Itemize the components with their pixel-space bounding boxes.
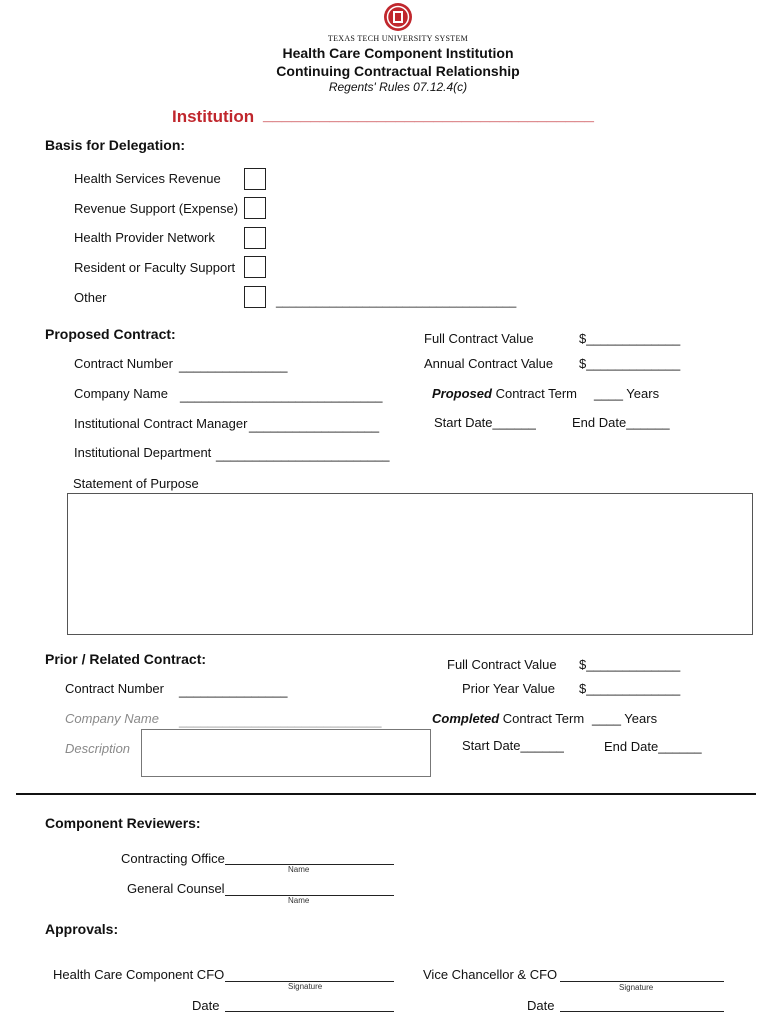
proposed-company-name-label: Company Name: [74, 386, 168, 401]
prior-term-emphasis: Completed: [432, 711, 500, 726]
checkbox-health-provider-network[interactable]: [244, 227, 266, 249]
form-title-line2: Continuing Contractual Relationship: [276, 63, 520, 79]
proposed-manager-field[interactable]: __________________: [249, 418, 380, 433]
basis-heading: Basis for Delegation:: [45, 137, 186, 153]
vc-cfo-label: Vice Chancellor & CFO: [423, 967, 558, 982]
hcc-cfo-date-line[interactable]: [225, 1011, 394, 1012]
vc-cfo-date-line[interactable]: [560, 1011, 724, 1012]
general-counsel-name-caption: Name: [288, 896, 310, 905]
prior-contract-number-field[interactable]: _______________: [179, 683, 288, 698]
proposed-term-text: Contract Term: [491, 386, 577, 401]
proposed-annual-value-label: Annual Contract Value: [424, 356, 554, 371]
form-subtitle: Regents' Rules 07.12.4(c): [328, 80, 468, 94]
checkbox-health-services-revenue[interactable]: [244, 168, 266, 190]
prior-years-field[interactable]: ____ Years: [592, 711, 658, 726]
contracting-office-name-line[interactable]: [225, 864, 394, 865]
other-specify-field[interactable]: ____________________________________: [276, 294, 517, 308]
proposed-heading: Proposed Contract:: [45, 326, 176, 342]
general-counsel-name-line[interactable]: [225, 895, 394, 896]
proposed-department-field[interactable]: ________________________: [216, 447, 390, 462]
contracting-office-label: Contracting Office: [121, 851, 225, 866]
proposed-contract-number-label: Contract Number: [74, 356, 173, 371]
section-divider: [16, 793, 756, 795]
seal-text: TEXAS TECH UNIVERSITY SYSTEM: [327, 34, 469, 43]
prior-term-text: Contract Term: [499, 711, 585, 726]
university-seal-icon: [383, 2, 413, 32]
hcc-cfo-signature-caption: Signature: [288, 982, 323, 991]
checkbox-resident-faculty-support[interactable]: [244, 256, 266, 278]
statement-of-purpose-label: Statement of Purpose: [73, 476, 199, 491]
prior-year-value-field[interactable]: $_____________: [579, 681, 681, 696]
prior-start-date-field[interactable]: Start Date______: [462, 738, 564, 753]
basis-item-label: Health Provider Network: [74, 230, 215, 245]
contracting-office-name-caption: Name: [288, 865, 310, 874]
institution-field[interactable]: ___________________________________: [263, 105, 594, 124]
hcc-cfo-label: Health Care Component CFO: [53, 967, 225, 982]
vc-cfo-date-label: Date: [527, 998, 555, 1013]
vc-cfo-signature-line[interactable]: [560, 981, 724, 982]
proposed-manager-label: Institutional Contract Manager: [74, 416, 248, 431]
basis-item-label: Resident or Faculty Support: [74, 260, 236, 275]
proposed-term-label: [432, 386, 577, 401]
proposed-years-field[interactable]: ____ Years: [594, 386, 660, 401]
proposed-contract-number-field[interactable]: _______________: [179, 358, 288, 373]
prior-company-name-field[interactable]: ____________________________: [179, 713, 382, 728]
prior-heading: Prior / Related Contract:: [45, 651, 207, 667]
prior-term-label: [432, 711, 584, 726]
proposed-start-date-field[interactable]: Start Date______: [434, 415, 536, 430]
proposed-full-value-label: Full Contract Value: [424, 331, 534, 346]
prior-contract-number-label: Contract Number: [65, 681, 164, 696]
prior-full-value-field[interactable]: $_____________: [579, 657, 681, 672]
proposed-term-emphasis: Proposed: [432, 386, 492, 401]
checkbox-other[interactable]: [244, 286, 266, 308]
prior-year-value-label: Prior Year Value: [462, 681, 555, 696]
prior-description-label: Description: [65, 741, 131, 756]
prior-company-name-label: Company Name: [65, 711, 159, 726]
checkbox-revenue-support[interactable]: [244, 197, 266, 219]
prior-full-value-label: Full Contract Value: [447, 657, 557, 672]
proposed-annual-value-field[interactable]: $_____________: [579, 356, 681, 371]
general-counsel-label: General Counsel: [127, 881, 225, 896]
proposed-department-label: Institutional Department: [74, 445, 212, 460]
institution-label: Institution: [172, 107, 255, 126]
prior-description-field[interactable]: [141, 729, 431, 777]
statement-of-purpose-textarea[interactable]: [67, 493, 753, 635]
basis-item-label: Revenue Support (Expense): [74, 201, 239, 216]
approvals-heading: Approvals:: [45, 921, 119, 937]
proposed-full-value-field[interactable]: $_____________: [579, 331, 681, 346]
prior-end-date-field[interactable]: End Date______: [604, 739, 702, 754]
vc-cfo-signature-caption: Signature: [619, 983, 654, 992]
basis-item-label: Health Services Revenue: [74, 171, 221, 186]
reviewers-heading: Component Reviewers:: [45, 815, 201, 831]
form-title-line1: Health Care Component Institution: [282, 45, 514, 61]
hcc-cfo-date-label: Date: [192, 998, 220, 1013]
basis-item-label: Other: [74, 290, 107, 305]
proposed-company-name-field[interactable]: ____________________________: [180, 388, 383, 403]
proposed-end-date-field[interactable]: End Date______: [572, 415, 670, 430]
